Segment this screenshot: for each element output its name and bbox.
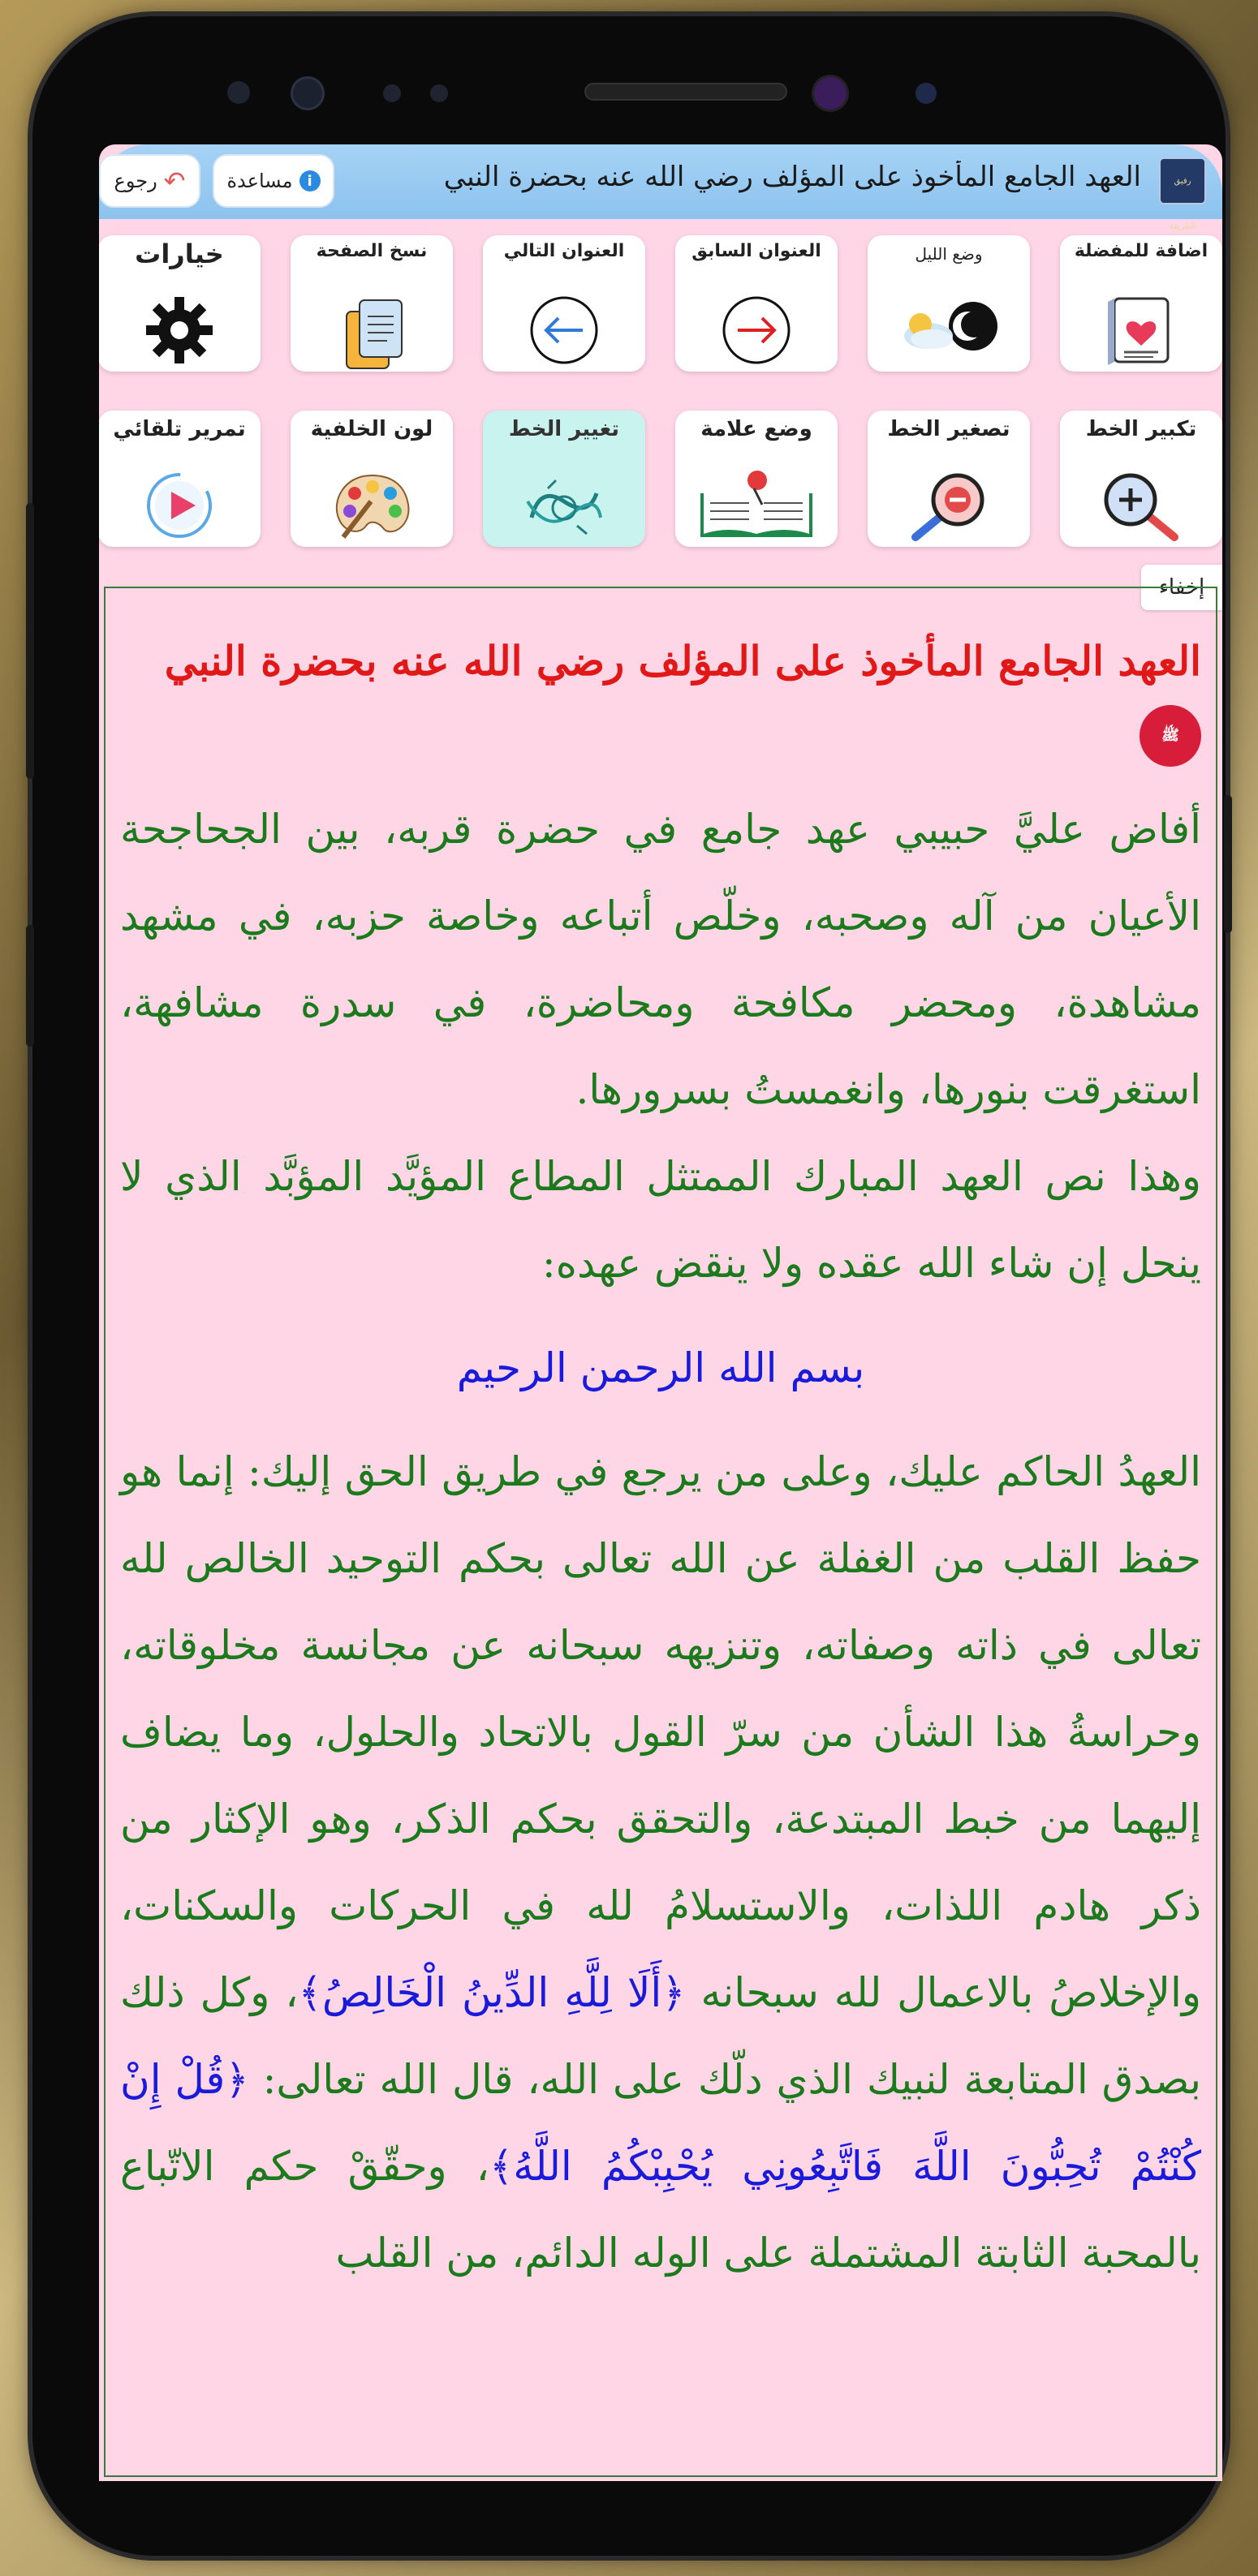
content-panel [104,587,1217,2477]
sensor-dot [227,81,250,104]
tool-label: لون الخلفية [310,417,433,441]
zoom-in-icon [1096,469,1186,545]
shrink-font-button[interactable] [868,411,1030,547]
app-logo: رفيق الطريقة [1159,157,1206,204]
prophet-seal-icon: ﷺ [1140,705,1201,767]
help-label: مساعدة [226,170,293,192]
iris-scanner [812,75,849,112]
auto-scroll-button[interactable] [99,411,261,547]
tool-label: خيارات [135,239,224,269]
page-title: العهد الجامع المأخوذ على المؤلف رضي الله عنه بحضرة النبي [443,161,1141,193]
back-arrow-icon: ↶ [163,166,186,196]
arrow-left-icon [528,294,601,370]
volume-button [26,503,34,779]
content-title-text: العهد الجامع المأخوذ على المؤلف رضي الله عنه بحضرة النبي [164,637,1201,685]
copy-icon [335,294,408,378]
tool-label: تمرير تلقائي [113,417,246,441]
options-button[interactable] [99,235,261,372]
enlarge-font-button[interactable] [1060,411,1222,547]
paragraph-text: ، وكل ذلك بصدق المتابعة لنبيك الذي دلّك على الله، قال الله تعالى: [120,1969,1201,2103]
phone-frame [32,16,1226,2556]
tool-label: العنوان السابق [691,241,821,261]
next-title-button[interactable] [483,235,645,372]
front-camera [291,76,325,110]
paragraph: أفاض عليَّ حبيبي عهد جامع في حضرة قربه، بين الجحاجحة الأعيان من آله وصحبه، وخلّص أتباعه وخاصة حزبه، في مشهد مشاهدة، ومحضر مكافحة ومحاضرة، في سدرة مشافهة، استغرقت بنورها، وانغمستُ بسرورها. [120,806,1201,1113]
book-marker-icon [696,469,817,545]
zoom-out-icon [904,469,993,545]
tool-label: تكبير الخط [1085,417,1197,441]
paragraph [120,1429,1201,2297]
set-bookmark-button[interactable] [675,411,838,547]
hide-toolbar-button[interactable]: إخفاء [1141,565,1222,610]
quran-verse: ﴿أَلَا لِلَّهِ الدِّينُ الْخَالِصُ﴾ [298,1969,686,2016]
bixby-button [26,925,34,1047]
back-label: رجوع [114,170,157,192]
quran-verse: ﴿قُلْ إِنْ كُنْتُمْ تُحِبُّونَ اللَّهَ فَاتَّبِعُونِي يُحْبِبْكُمُ اللَّهُ﴾ [120,2056,1202,2190]
calligraphy-icon [515,469,613,545]
tool-label: نسخ الصفحة [316,241,428,261]
tool-label: اضافة للمفضلة [1074,241,1208,261]
arrow-right-icon [720,294,793,370]
palette-icon [327,469,416,545]
paragraph-text: العهدُ الحاكم عليك، وعلى من يرجع في طريق الحق إليك: إنما هو حفظ القلب من الغفلة عن الله تعالى بحكم التوحيد الخالص لله تعالى في ذاته وصفاته، وتنزيهه سبحانه عن مجانسة مخلوقاته، وحراسةُ هذا الشأن من سرّ القول بالاتحاد والحلول، وما يضاف إليهما من خبط المبتدعة، والتحقق بحكم الذكر، وهو الإكثار من ذكر هادم اللذات، والاستسلامُ لله في الحركات والسكنات، والإخلاصُ بالاعمال لله سبحانه [120,1448,1201,2016]
tool-label: العنوان التالي [503,241,625,261]
tool-label: تغيير الخط [508,417,620,441]
sensor-dot [915,83,937,104]
back-button[interactable] [99,154,200,208]
help-button[interactable] [213,154,334,208]
power-button [1224,795,1232,933]
tool-label: وضع علامة [700,417,812,441]
background-color-button[interactable] [291,411,453,547]
previous-title-button[interactable] [675,235,838,372]
sensor-dot [383,84,401,102]
autoplay-icon [139,469,220,545]
tool-label: تصغير الخط [887,417,1010,441]
content-title [120,629,1201,767]
change-font-button[interactable] [483,411,645,547]
app-screen [99,144,1222,2481]
gear-icon [143,294,216,370]
info-icon: i [299,170,321,191]
tool-label: وضع الليل [915,244,983,264]
bookmark-heart-icon [1096,294,1186,370]
night-mode-icon [896,294,1002,362]
add-favorite-button[interactable] [1060,235,1222,372]
night-mode-button[interactable] [868,235,1030,372]
title-bar [99,144,1222,231]
paragraph-text: ، وحقّقْ حكم الاتّباع بالمحبة الثابتة المشتملة على الوله الدائم، من القلب [120,2143,1201,2277]
paragraph: وهذا نص العهد المبارك الممتثل المطاع المؤيَّد المؤبَّد الذي لا ينحل إن شاء الله عقده ولا ينقض عهده: [120,1153,1201,1287]
copy-page-button[interactable] [291,235,453,372]
sensor-dot [430,84,448,102]
basmala: بسم الله الرحمن الرحيم [456,1344,865,1391]
earpiece-speaker [584,83,787,101]
